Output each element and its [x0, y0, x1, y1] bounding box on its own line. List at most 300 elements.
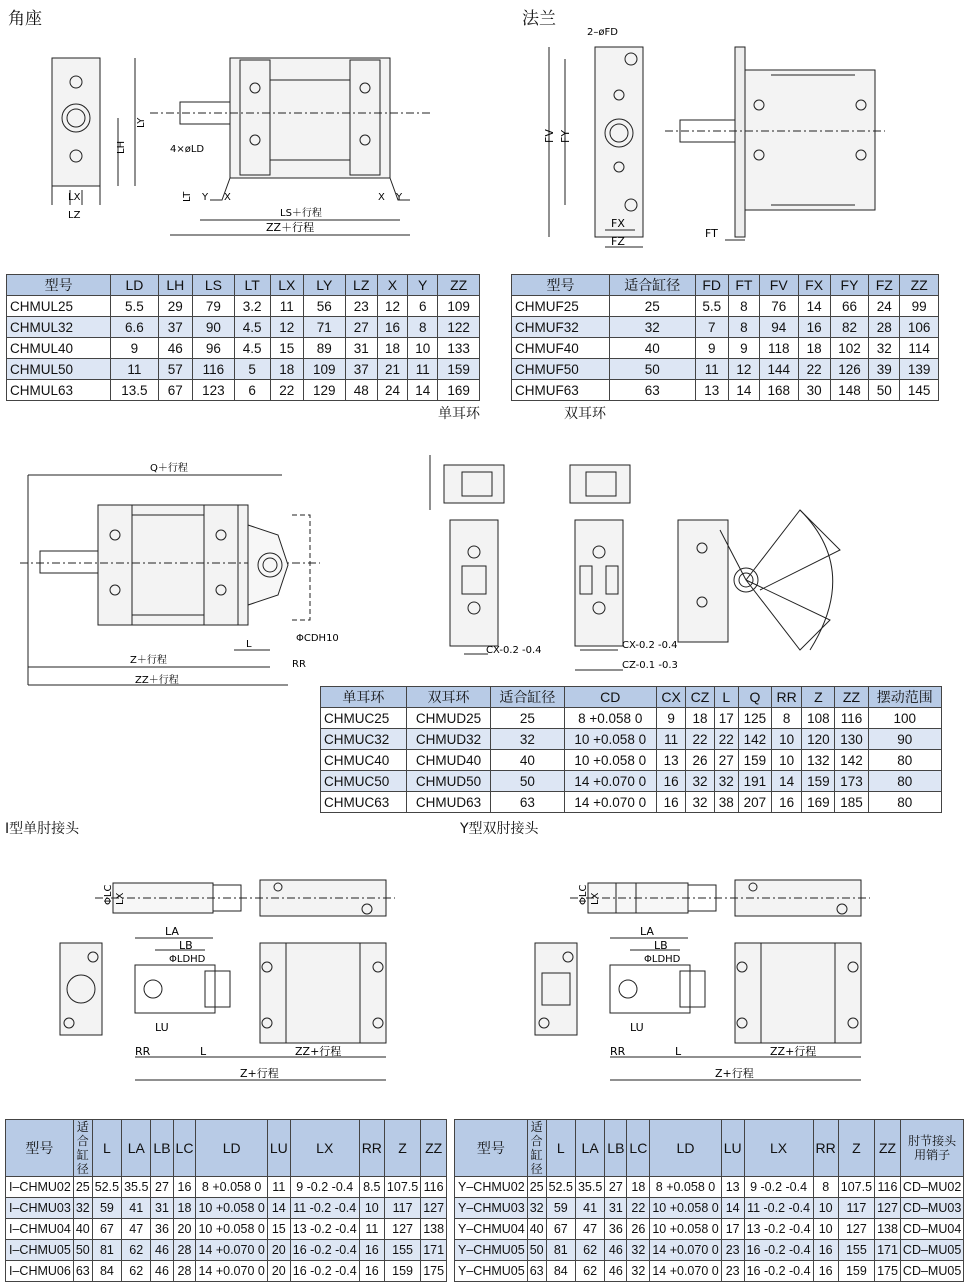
table-cell: 138 [875, 1219, 901, 1240]
table-cell: 20 [267, 1261, 290, 1282]
clevis-th: Z [802, 687, 835, 708]
table-cell: I–CHMU04 [6, 1219, 74, 1240]
table-cell: 99 [900, 296, 939, 317]
table-cell: CD–MU04 [900, 1219, 963, 1240]
table-row [7, 359, 480, 380]
clevis-rr-label: RR [292, 659, 306, 670]
table-cell: 10 [771, 750, 801, 771]
table-cell: 25 [609, 296, 695, 317]
table-cell: 46 [151, 1240, 173, 1261]
table-row [6, 1219, 447, 1240]
table-cell: 20 [267, 1240, 290, 1261]
clevis-cd-label: ΦCDH10 [296, 633, 339, 644]
table-cell: 16 [813, 1261, 838, 1282]
i-rod-lb-label: LB [179, 939, 193, 952]
table-cell: 7 [695, 317, 728, 338]
flange-th: 适合缸径 [609, 275, 695, 296]
table-cell: I–CHMU03 [6, 1198, 74, 1219]
table-cell: 3.2 [234, 296, 270, 317]
table-cell: 27 [151, 1177, 173, 1198]
i-th: LC [173, 1120, 196, 1177]
clevis-th: CX [656, 687, 685, 708]
table-cell: 50 [491, 771, 564, 792]
table-cell: 130 [835, 729, 868, 750]
clevis-z-label: Z＋行程 [130, 655, 167, 666]
table-row [6, 1177, 447, 1198]
y-th: Z [838, 1120, 874, 1177]
table-cell: 127 [838, 1219, 874, 1240]
table-row [321, 708, 942, 729]
table-cell: 107.5 [838, 1177, 874, 1198]
foot-lz-label: LZ [68, 210, 81, 221]
table-cell: I–CHMU06 [6, 1261, 74, 1282]
y-th: 肘节接头用销子 [900, 1120, 963, 1177]
table-row [512, 380, 939, 401]
table-cell: CHMUF50 [512, 359, 610, 380]
table-cell: 171 [875, 1240, 901, 1261]
table-cell: 13 [695, 380, 728, 401]
table-cell: CD–MU02 [900, 1177, 963, 1198]
foot-lt-label: LT [182, 191, 193, 202]
table-cell: 16 [359, 1261, 384, 1282]
table-cell: 46 [158, 338, 193, 359]
table-cell: 132 [802, 750, 835, 771]
table-row [321, 750, 942, 771]
table-cell: 14 [771, 771, 801, 792]
table-cell: CD–MU05 [900, 1240, 963, 1261]
table-cell: 18 [377, 338, 407, 359]
y-rod-end-drawing [530, 875, 875, 1090]
table-cell: 8 +0.058 0 [564, 708, 656, 729]
table-cell: CHMUF32 [512, 317, 610, 338]
y-th: 适合缸径 [527, 1120, 546, 1177]
table-row [7, 380, 480, 401]
y-rod-end-title: Y型双肘接头 [460, 821, 539, 837]
table-cell: 145 [900, 380, 939, 401]
table-cell: 59 [546, 1198, 575, 1219]
y-th: RR [813, 1120, 838, 1177]
table-cell: 129 [304, 380, 346, 401]
table-cell: 11 [111, 359, 158, 380]
foot-section-title: 角座 [8, 9, 42, 29]
i-rod-spec-table [5, 1119, 447, 1282]
table-cell: 9 -0.2 -0.4 [744, 1177, 813, 1198]
y-rod-z-label: Z+行程 [715, 1067, 754, 1080]
table-cell: 14 [798, 296, 830, 317]
double-clevis-title: 双耳环 [564, 406, 606, 422]
table-cell: 14 +0.070 0 [196, 1261, 267, 1282]
table-cell: 116 [421, 1177, 447, 1198]
table-row [7, 338, 480, 359]
table-cell: 16 [377, 317, 407, 338]
table-cell: I–CHMU02 [6, 1177, 74, 1198]
table-cell: 13 -0.2 -0.4 [744, 1219, 813, 1240]
table-cell: 11 [656, 729, 685, 750]
table-cell: 10 +0.058 0 [196, 1198, 267, 1219]
foot-th: Y [408, 275, 438, 296]
i-table-header [6, 1120, 447, 1177]
table-cell: 40 [527, 1219, 546, 1240]
table-cell: 90 [193, 317, 235, 338]
single-clevis-title: 单耳环 [438, 406, 480, 422]
foot-ls-label: LS＋行程 [280, 208, 322, 219]
table-cell: 63 [609, 380, 695, 401]
table-cell: 31 [605, 1198, 627, 1219]
table-cell: CHMUC63 [321, 792, 407, 813]
table-cell: 32 [686, 771, 714, 792]
table-cell: 32 [527, 1198, 546, 1219]
table-row [455, 1261, 964, 1282]
table-cell: 26 [627, 1219, 650, 1240]
table-cell: 14 [267, 1198, 290, 1219]
table-cell: 117 [384, 1198, 420, 1219]
flange-th: FY [830, 275, 869, 296]
table-cell: 29 [158, 296, 193, 317]
table-row [6, 1261, 447, 1282]
y-rod-rr-label: RR [610, 1045, 626, 1058]
i-th: LU [267, 1120, 290, 1177]
table-cell: 14 +0.070 0 [196, 1240, 267, 1261]
table-cell: 126 [830, 359, 869, 380]
table-cell: 9 [728, 338, 759, 359]
table-row [321, 792, 942, 813]
table-cell: 82 [830, 317, 869, 338]
table-cell: CD–MU03 [900, 1198, 963, 1219]
flange-fd-label: 2–øFD [587, 27, 618, 38]
table-cell: 5.5 [111, 296, 158, 317]
i-rod-lx-label: LX [115, 892, 126, 905]
table-cell: 16 [359, 1240, 384, 1261]
table-cell: 17 [714, 708, 738, 729]
table-cell: 175 [875, 1261, 901, 1282]
foot-x-label-left: X [224, 192, 231, 203]
table-cell: 144 [759, 359, 798, 380]
table-cell: 106 [900, 317, 939, 338]
table-cell: 207 [738, 792, 771, 813]
table-cell: CHMUD63 [406, 792, 491, 813]
foot-mount-drawing [30, 40, 430, 240]
table-cell: 16 [798, 317, 830, 338]
table-cell: 10 +0.058 0 [564, 750, 656, 771]
i-th: 型号 [6, 1120, 74, 1177]
i-th: RR [359, 1120, 384, 1177]
foot-y-label-right: Y [396, 192, 403, 203]
y-th: LB [605, 1120, 627, 1177]
clevis-th: CZ [686, 687, 714, 708]
table-cell: 15 [267, 1219, 290, 1240]
table-cell: 81 [92, 1240, 121, 1261]
table-cell: 16 -0.2 -0.4 [744, 1240, 813, 1261]
table-cell: 11 [695, 359, 728, 380]
clevis-th: CD [564, 687, 656, 708]
clevis-views-drawing [420, 450, 940, 680]
table-cell: 14 +0.070 0 [564, 771, 656, 792]
y-rod-l-label: L [675, 1045, 682, 1058]
table-cell: 23 [721, 1261, 744, 1282]
flange-th: FV [759, 275, 798, 296]
table-cell: 100 [868, 708, 941, 729]
table-cell: 138 [421, 1219, 447, 1240]
table-cell: 40 [609, 338, 695, 359]
table-cell: 8 [771, 708, 801, 729]
table-cell: CHMUD50 [406, 771, 491, 792]
i-th: LX [290, 1120, 359, 1177]
table-cell: 18 [173, 1198, 196, 1219]
table-cell: 6 [234, 380, 270, 401]
table-cell: 173 [835, 771, 868, 792]
foot-th: X [377, 275, 407, 296]
table-cell: 13 [721, 1177, 744, 1198]
table-cell: 25 [527, 1177, 546, 1198]
table-cell: 155 [384, 1240, 420, 1261]
flange-fy-label: FY [559, 129, 572, 143]
foot-ld-label: 4×øLD [170, 144, 205, 155]
table-cell: 15 [270, 338, 303, 359]
clevis-th: ZZ [835, 687, 868, 708]
clevis-l-label: L [246, 639, 252, 650]
clevis-th: 单耳环 [321, 687, 407, 708]
table-cell: 35.5 [575, 1177, 604, 1198]
table-cell: CD–MU05 [900, 1261, 963, 1282]
clevis-th: 摆动范围 [868, 687, 941, 708]
table-cell: 120 [802, 729, 835, 750]
table-cell: 127 [421, 1198, 447, 1219]
table-cell: 50 [869, 380, 900, 401]
i-th: Z [384, 1120, 420, 1177]
table-cell: 79 [193, 296, 235, 317]
i-rod-zz-label: ZZ+行程 [295, 1045, 342, 1058]
flange-mount-drawing [535, 25, 895, 255]
foot-th: LZ [345, 275, 377, 296]
flange-fz-label: FZ [611, 235, 625, 248]
flange-th: 型号 [512, 275, 610, 296]
table-row [512, 317, 939, 338]
table-cell: 39 [869, 359, 900, 380]
foot-lh-label: LH [116, 140, 127, 154]
table-cell: 32 [686, 792, 714, 813]
i-table-body [6, 1177, 447, 1282]
foot-y-label-left: Y [202, 192, 209, 203]
table-cell: 62 [575, 1240, 604, 1261]
table-cell: 14 [408, 380, 438, 401]
table-cell: 23 [345, 296, 377, 317]
y-rod-ld-label: ΦLDHD [644, 954, 681, 965]
table-cell: 118 [759, 338, 798, 359]
table-cell: 159 [438, 359, 480, 380]
table-cell: 107.5 [384, 1177, 420, 1198]
table-cell: 63 [527, 1261, 546, 1282]
i-rod-la-label: LA [165, 925, 179, 938]
flange-th: ZZ [900, 275, 939, 296]
clevis-th: 双耳环 [406, 687, 491, 708]
table-cell: 22 [686, 729, 714, 750]
clevis-th: L [714, 687, 738, 708]
table-cell: 159 [384, 1261, 420, 1282]
table-cell: 25 [491, 708, 564, 729]
foot-x-label-right: X [378, 192, 385, 203]
table-cell: 116 [193, 359, 235, 380]
table-cell: 6.6 [111, 317, 158, 338]
table-cell: 8 [728, 317, 759, 338]
table-cell: 148 [830, 380, 869, 401]
table-cell: 5.5 [695, 296, 728, 317]
table-cell: 62 [575, 1261, 604, 1282]
flange-th: FX [798, 275, 830, 296]
table-cell: 122 [438, 317, 480, 338]
i-th: LD [196, 1120, 267, 1177]
table-cell: 50 [609, 359, 695, 380]
table-cell: 76 [759, 296, 798, 317]
foot-lx-label: LX [68, 192, 81, 203]
foot-th: ZZ [438, 275, 480, 296]
table-cell: 125 [738, 708, 771, 729]
table-cell: CHMUL32 [7, 317, 111, 338]
table-cell: 27 [714, 750, 738, 771]
table-cell: 66 [830, 296, 869, 317]
foot-th: LY [304, 275, 346, 296]
y-th: LC [627, 1120, 650, 1177]
table-cell: 52.5 [546, 1177, 575, 1198]
table-cell: Y–CHMU05 [455, 1240, 528, 1261]
clevis-table-body [321, 708, 942, 813]
table-cell: 50 [527, 1240, 546, 1261]
table-cell: 133 [438, 338, 480, 359]
table-cell: 90 [868, 729, 941, 750]
table-cell: CHMUC50 [321, 771, 407, 792]
table-cell: 84 [92, 1261, 121, 1282]
table-cell: 14 +0.070 0 [564, 792, 656, 813]
table-cell: 94 [759, 317, 798, 338]
table-cell: 16 [173, 1177, 196, 1198]
table-cell: CHMUC25 [321, 708, 407, 729]
table-cell: 26 [686, 750, 714, 771]
table-cell: 46 [151, 1261, 173, 1282]
table-cell: 10 [813, 1219, 838, 1240]
table-cell: 62 [122, 1240, 151, 1261]
flange-th: FT [728, 275, 759, 296]
table-cell: 32 [869, 338, 900, 359]
table-cell: CHMUF25 [512, 296, 610, 317]
foot-th: LD [111, 275, 158, 296]
table-cell: 116 [835, 708, 868, 729]
table-cell: 4.5 [234, 317, 270, 338]
foot-table-header [7, 275, 480, 296]
table-cell: 47 [122, 1219, 151, 1240]
table-cell: 168 [759, 380, 798, 401]
table-cell: 32 [609, 317, 695, 338]
foot-spec-table [6, 274, 480, 401]
table-cell: 16 [813, 1240, 838, 1261]
table-cell: CHMUL63 [7, 380, 111, 401]
table-cell: 27 [605, 1177, 627, 1198]
table-cell: 25 [73, 1177, 92, 1198]
table-cell: 142 [835, 750, 868, 771]
table-cell: 10 [813, 1198, 838, 1219]
flange-table-body [512, 296, 939, 401]
table-row [455, 1219, 964, 1240]
i-rod-lc-label: ΦLC [103, 884, 114, 905]
table-cell: 24 [377, 380, 407, 401]
table-cell: 10 +0.058 0 [564, 729, 656, 750]
table-cell: 191 [738, 771, 771, 792]
table-cell: 28 [173, 1261, 196, 1282]
table-cell: 59 [92, 1198, 121, 1219]
i-rod-lu-label: LU [155, 1021, 169, 1034]
table-cell: 41 [575, 1198, 604, 1219]
table-cell: 8 +0.058 0 [196, 1177, 267, 1198]
table-cell: 11 [267, 1177, 290, 1198]
table-cell: 142 [738, 729, 771, 750]
i-th: ZZ [421, 1120, 447, 1177]
table-cell: 63 [73, 1261, 92, 1282]
table-cell: 20 [173, 1219, 196, 1240]
table-cell: 13 [656, 750, 685, 771]
table-cell: 10 +0.058 0 [650, 1198, 721, 1219]
table-cell: 18 [270, 359, 303, 380]
table-cell: 28 [869, 317, 900, 338]
table-cell: 169 [802, 792, 835, 813]
table-cell: 32 [491, 729, 564, 750]
table-cell: 62 [122, 1261, 151, 1282]
table-cell: CHMUL40 [7, 338, 111, 359]
table-cell: 84 [546, 1261, 575, 1282]
table-cell: CHMUD25 [406, 708, 491, 729]
clevis-zz-label: ZZ＋行程 [135, 675, 179, 686]
flange-spec-table [511, 274, 939, 401]
table-row [455, 1198, 964, 1219]
table-cell: 22 [270, 380, 303, 401]
table-cell: 35.5 [122, 1177, 151, 1198]
table-cell: 10 [408, 338, 438, 359]
flange-fx-label: FX [611, 217, 625, 230]
table-cell: 102 [830, 338, 869, 359]
foot-th: LH [158, 275, 193, 296]
table-cell: 6 [408, 296, 438, 317]
table-row [512, 359, 939, 380]
table-cell: 18 [686, 708, 714, 729]
table-cell: CHMUL50 [7, 359, 111, 380]
table-cell: 114 [900, 338, 939, 359]
table-cell: 46 [605, 1240, 627, 1261]
table-cell: 10 [359, 1198, 384, 1219]
table-cell: CHMUC32 [321, 729, 407, 750]
flange-th: FZ [869, 275, 900, 296]
table-cell: 11 [408, 359, 438, 380]
table-cell: 21 [377, 359, 407, 380]
i-th: 适合缸径 [73, 1120, 92, 1177]
y-rod-spec-table [454, 1119, 964, 1282]
table-cell: 37 [345, 359, 377, 380]
table-cell: 16 [656, 792, 685, 813]
table-cell: 50 [73, 1240, 92, 1261]
table-cell: 48 [345, 380, 377, 401]
table-cell: 18 [798, 338, 830, 359]
table-row [7, 317, 480, 338]
foot-th: 型号 [7, 275, 111, 296]
table-cell: 8 [408, 317, 438, 338]
table-cell: 67 [546, 1219, 575, 1240]
table-cell: 32 [627, 1240, 650, 1261]
y-table-header [455, 1120, 964, 1177]
table-cell: 56 [304, 296, 346, 317]
table-cell: CHMUF40 [512, 338, 610, 359]
table-cell: 89 [304, 338, 346, 359]
clevis-q-label: Q＋行程 [150, 463, 188, 474]
table-cell: 80 [868, 792, 941, 813]
clevis-th: 适合缸径 [491, 687, 564, 708]
table-cell: 109 [438, 296, 480, 317]
clevis-spec-table [320, 686, 942, 813]
